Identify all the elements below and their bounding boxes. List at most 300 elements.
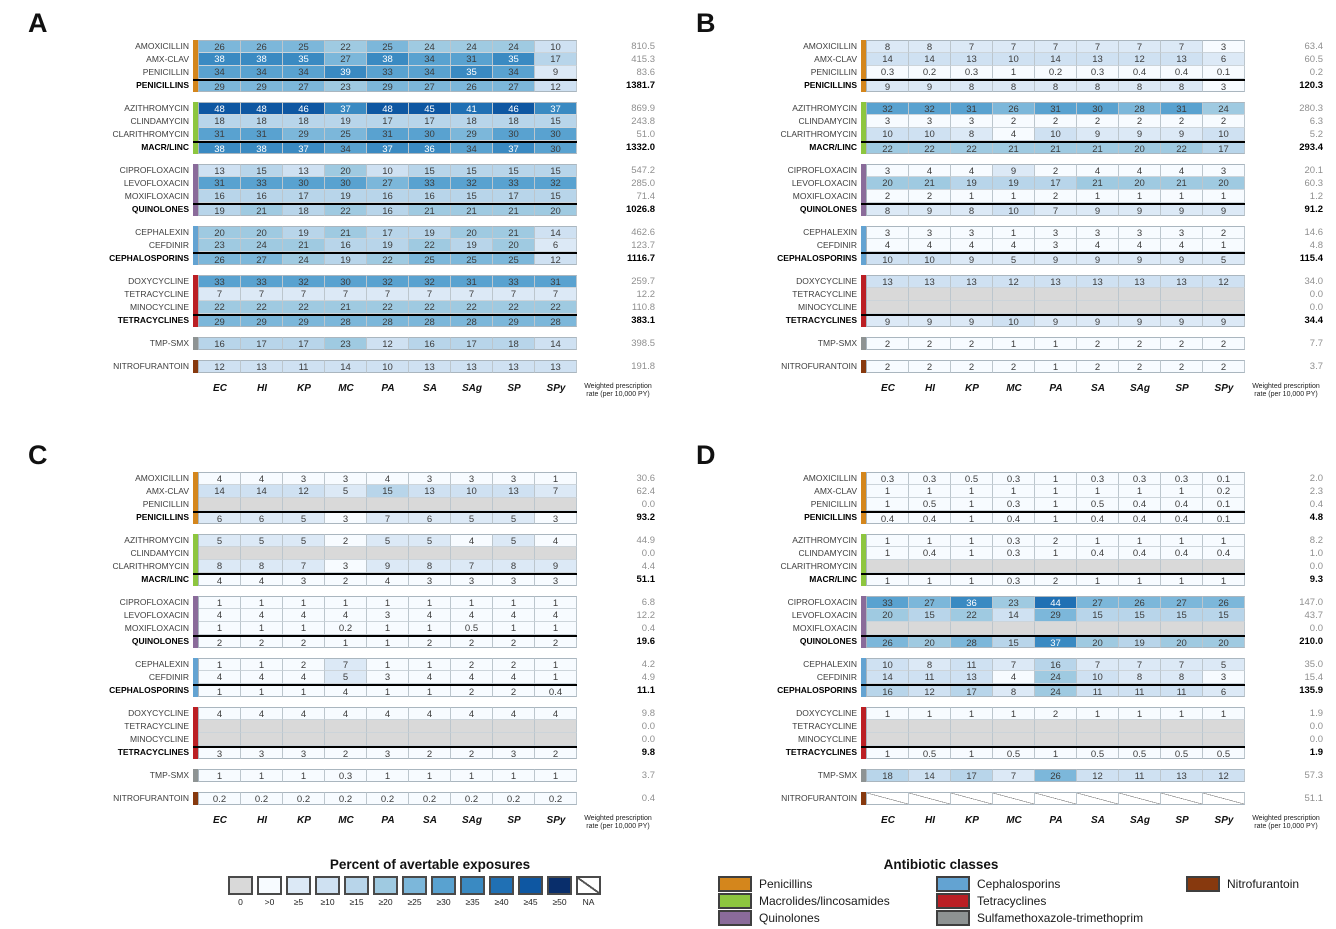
heatmap-cell: 13	[909, 275, 951, 288]
row-strip	[861, 671, 1245, 684]
heatmap-cell: 27	[283, 81, 325, 92]
heatmap-cell: 0.4	[1119, 513, 1161, 524]
heatmap-row	[28, 720, 658, 733]
heatmap-cell: 13	[199, 164, 241, 177]
heatmap-row	[28, 252, 658, 265]
heatmap-row	[696, 252, 1326, 265]
heatmap-row	[696, 301, 1326, 314]
rate-value: 0.0	[1309, 561, 1323, 572]
heatmap-row	[28, 622, 658, 635]
heatmap-cell: 19	[325, 190, 367, 203]
heatmap-cell: 6	[535, 239, 577, 252]
heatmap-cell	[283, 720, 325, 733]
heatmap-cell: 21	[451, 205, 493, 216]
row-cells	[198, 658, 577, 671]
heatmap-cell: 2	[951, 337, 993, 350]
heatmap-cell: 16	[325, 239, 367, 252]
heatmap-cell	[409, 733, 451, 746]
heatmap-cell: 27	[1077, 596, 1119, 609]
heatmap-cell	[1203, 301, 1245, 314]
heatmap-cell: 5	[993, 254, 1035, 265]
antibiotic-class-block	[696, 102, 1326, 154]
rate-value: 0.0	[1309, 289, 1323, 300]
row-cells	[866, 337, 1245, 350]
heatmap-cell: 4	[951, 164, 993, 177]
heatmap-row	[696, 40, 1326, 53]
heatmap-cell: 9	[867, 316, 909, 327]
heatmap-cell	[951, 288, 993, 301]
heatmap-cell: 38	[241, 143, 283, 154]
row-strip	[861, 301, 1245, 314]
row-strip	[193, 115, 577, 128]
heatmap-row	[28, 511, 658, 524]
heatmap-cell: 2	[867, 337, 909, 350]
heatmap-row	[696, 635, 1326, 648]
heatmap-cell: 1	[409, 658, 451, 671]
row-cells	[198, 53, 577, 66]
row-strip	[861, 164, 1245, 177]
heatmap-cell: 7	[451, 560, 493, 573]
rate-value: 243.8	[631, 116, 655, 127]
row-cells	[198, 534, 577, 547]
row-strip	[193, 720, 577, 733]
heatmap-cell: 4	[535, 534, 577, 547]
heatmap-cell: 4	[283, 609, 325, 622]
rate-value: 1381.7	[625, 80, 655, 91]
heatmap-cell: 17	[951, 769, 993, 782]
row-cells	[866, 671, 1245, 684]
heatmap-cell: 24	[1035, 686, 1077, 697]
heatmap-cell: 4	[909, 164, 951, 177]
heatmap-cell: 2	[1035, 575, 1077, 586]
heatmap-row	[696, 190, 1326, 203]
heatmap-cell	[1161, 792, 1203, 805]
heatmap-cell: 12	[1203, 769, 1245, 782]
heatmap-cell: 1	[1161, 534, 1203, 547]
heatmap-cell: 0.5	[1077, 498, 1119, 511]
heatmap-cell: 13	[1119, 275, 1161, 288]
heatmap-cell: 1	[199, 769, 241, 782]
row-label: MACR/LINC	[141, 142, 189, 152]
heatmap-cell: 1	[1203, 707, 1245, 720]
header-spacer	[28, 383, 199, 400]
heatmap-cell: 3	[283, 472, 325, 485]
heatmap-row	[696, 769, 1326, 782]
rate-value: 51.1	[636, 574, 655, 585]
heatmap-cell: 1	[1203, 575, 1245, 586]
row-cells	[198, 360, 577, 373]
row-label: CEPHALEXIN	[803, 227, 857, 237]
column-header: MC	[338, 383, 354, 394]
heatmap-row	[28, 79, 658, 92]
heatmap-cell: 3	[909, 226, 951, 239]
heatmap-cell: 0.1	[1203, 472, 1245, 485]
column-header: SA	[1091, 383, 1105, 394]
class-legend-column	[936, 876, 1143, 927]
row-strip	[861, 288, 1245, 301]
heatmap-row	[696, 746, 1326, 759]
heatmap-cell: 34	[283, 66, 325, 79]
heatmap-cell: 22	[325, 205, 367, 216]
heatmap-cell: 8	[1119, 671, 1161, 684]
heatmap-cell: 15	[409, 164, 451, 177]
heatmap-cell	[1077, 720, 1119, 733]
panel-a-heatmap	[28, 10, 658, 400]
column-header: SPy	[1214, 383, 1234, 394]
scale-label: ≥40	[494, 897, 509, 907]
rate-value: 51.1	[1304, 793, 1323, 804]
heatmap-cell: 11	[1161, 686, 1203, 697]
heatmap-cell: 1	[367, 637, 409, 648]
row-label: QUINOLONES	[799, 636, 857, 646]
row-label: TETRACYCLINES	[117, 315, 189, 325]
heatmap-cell: 7	[535, 288, 577, 301]
heatmap-cell: 4	[451, 609, 493, 622]
row-strip	[193, 707, 577, 720]
row-label: AMX-CLAV	[146, 54, 189, 64]
heatmap-cell: 19	[409, 226, 451, 239]
heatmap-cell: 9	[951, 316, 993, 327]
heatmap-cell: 2	[1119, 360, 1161, 373]
heatmap-cell	[493, 498, 535, 511]
heatmap-cell: 12	[283, 485, 325, 498]
column-header: HI	[257, 383, 267, 394]
heatmap-cell: 11	[951, 658, 993, 671]
rate-value: 123.7	[631, 240, 655, 251]
heatmap-cell: 17	[283, 190, 325, 203]
scale-legend-item	[402, 876, 427, 907]
heatmap-cell: 27	[909, 596, 951, 609]
heatmap-cell: 3	[1203, 671, 1245, 684]
heatmap-row	[696, 66, 1326, 79]
heatmap-cell: 1	[535, 622, 577, 635]
row-label: DOXYCYCLINE	[796, 708, 857, 718]
heatmap-cell: 22	[951, 609, 993, 622]
heatmap-cell	[993, 792, 1035, 805]
heatmap-cell: 22	[867, 143, 909, 154]
heatmap-cell: 13	[409, 485, 451, 498]
heatmap-cell: 4	[1077, 239, 1119, 252]
heatmap-cell: 2	[1203, 226, 1245, 239]
heatmap-cell: 1	[993, 337, 1035, 350]
rate-value: 60.5	[1304, 54, 1323, 65]
heatmap-cell: 20	[1161, 637, 1203, 648]
column-header: SA	[423, 815, 437, 826]
heatmap-cell: 15	[535, 190, 577, 203]
row-label: CEFDINIR	[148, 672, 189, 682]
heatmap-cell: 2	[1161, 115, 1203, 128]
heatmap-row	[28, 128, 658, 141]
heatmap-cell: 9	[1119, 128, 1161, 141]
heatmap-cell: 29	[367, 81, 409, 92]
heatmap-cell: 31	[1035, 102, 1077, 115]
heatmap-cell: 0.3	[993, 498, 1035, 511]
heatmap-cell: 4	[1119, 164, 1161, 177]
row-cells	[866, 748, 1245, 759]
heatmap-cell	[1035, 301, 1077, 314]
heatmap-cell: 7	[1119, 40, 1161, 53]
heatmap-cell: 8	[1077, 81, 1119, 92]
heatmap-cell	[409, 720, 451, 733]
antibiotic-class-block	[696, 164, 1326, 216]
heatmap-cell: 4	[199, 671, 241, 684]
row-label: AMOXICILLIN	[135, 473, 189, 483]
row-label: CIPROFLOXACIN	[119, 597, 189, 607]
class-legend-item	[936, 910, 1143, 926]
heatmap-cell: 22	[367, 301, 409, 314]
heatmap-row	[696, 79, 1326, 92]
row-cells	[866, 40, 1245, 53]
heatmap-cell	[867, 733, 909, 746]
heatmap-cell	[993, 301, 1035, 314]
row-cells	[198, 164, 577, 177]
scale-legend-item	[373, 876, 398, 907]
heatmap-cell: 5	[451, 513, 493, 524]
rate-value: 869.9	[631, 103, 655, 114]
heatmap-row	[696, 337, 1326, 350]
row-strip	[193, 560, 577, 573]
class-label: Penicillins	[759, 877, 813, 891]
heatmap-row	[696, 115, 1326, 128]
heatmap-cell: 16	[867, 686, 909, 697]
tmp_smx-swatch	[936, 910, 970, 926]
rate-value: 63.4	[1304, 41, 1323, 52]
heatmap-cell: 27	[367, 177, 409, 190]
heatmap-cell: 1	[325, 596, 367, 609]
heatmap-row	[28, 746, 658, 759]
heatmap-cell: 5	[283, 534, 325, 547]
row-cells	[866, 769, 1245, 782]
panel-d-heatmap	[696, 442, 1326, 832]
column-header: KP	[297, 383, 311, 394]
row-label: DOXYCYCLINE	[796, 276, 857, 286]
heatmap-cell: 1	[199, 686, 241, 697]
heatmap-cell: 9	[1119, 205, 1161, 216]
heatmap-row	[28, 288, 658, 301]
heatmap-cell: 16	[409, 337, 451, 350]
heatmap-cell: 4	[951, 239, 993, 252]
row-label: NITROFURANTOIN	[113, 361, 189, 371]
heatmap-cell: 18	[241, 115, 283, 128]
heatmap-row	[696, 102, 1326, 115]
heatmap-cell: 38	[367, 53, 409, 66]
heatmap-row	[28, 671, 658, 684]
heatmap-cell	[1203, 720, 1245, 733]
heatmap-cell: 13	[451, 360, 493, 373]
row-label: CIPROFLOXACIN	[787, 597, 857, 607]
heatmap-cell: 0.2	[283, 792, 325, 805]
heatmap-cell: 0.4	[1161, 513, 1203, 524]
heatmap-cell: 25	[409, 254, 451, 265]
heatmap-cell	[1035, 733, 1077, 746]
row-label: CLINDAMYCIN	[798, 548, 857, 558]
heatmap-cell: 14	[325, 360, 367, 373]
row-cells	[866, 560, 1245, 573]
heatmap-cell	[409, 498, 451, 511]
row-label: AMOXICILLIN	[803, 473, 857, 483]
heatmap-cell: 3	[1203, 164, 1245, 177]
heatmap-cell: 32	[867, 102, 909, 115]
heatmap-cell: 12	[1077, 769, 1119, 782]
row-label: CEFDINIR	[816, 240, 857, 250]
heatmap-cell: 0.5	[1119, 748, 1161, 759]
row-label: LEVOFLOXACIN	[123, 610, 189, 620]
heatmap-cell: 9	[1035, 254, 1077, 265]
heatmap-cell: 0.5	[993, 748, 1035, 759]
heatmap-cell: 2	[1119, 337, 1161, 350]
heatmap-cell: 46	[283, 102, 325, 115]
rate-value: 4.8	[1309, 240, 1323, 251]
heatmap-cell: 10	[1035, 128, 1077, 141]
row-strip	[861, 534, 1245, 547]
heatmap-cell: 37	[367, 143, 409, 154]
row-strip	[861, 190, 1245, 203]
heatmap-cell: 12	[535, 81, 577, 92]
heatmap-cell	[283, 547, 325, 560]
heatmap-cell: 14	[535, 226, 577, 239]
antibiotic-class-block	[696, 226, 1326, 265]
heatmap-cell: 30	[325, 275, 367, 288]
heatmap-row	[696, 164, 1326, 177]
row-cells	[198, 622, 577, 635]
heatmap-cell: 14	[1035, 53, 1077, 66]
row-label: TMP-SMX	[817, 770, 857, 780]
heatmap-cell: 3	[909, 115, 951, 128]
heatmap-cell: 4	[367, 707, 409, 720]
row-cells	[198, 671, 577, 684]
heatmap-cell: 1	[1077, 485, 1119, 498]
heatmap-cell: 3	[283, 575, 325, 586]
heatmap-cell: 17	[951, 686, 993, 697]
heatmap-cell: 28	[1119, 102, 1161, 115]
heatmap-cell: 1	[283, 596, 325, 609]
heatmap-cell: 28	[409, 316, 451, 327]
heatmap-cell: 38	[241, 53, 283, 66]
heatmap-cell: 8	[867, 40, 909, 53]
row-strip	[193, 337, 577, 350]
heatmap-cell: 29	[1035, 609, 1077, 622]
heatmap-row	[696, 720, 1326, 733]
heatmap-cell	[951, 301, 993, 314]
heatmap-cell: 11	[283, 360, 325, 373]
row-label: CEFDINIR	[148, 240, 189, 250]
antibiotic-class-block	[696, 472, 1326, 524]
heatmap-cell: 38	[199, 53, 241, 66]
row-strip	[193, 275, 577, 288]
column-header: HI	[925, 815, 935, 826]
row-cells	[198, 707, 577, 720]
heatmap-cell	[325, 547, 367, 560]
heatmap-cell: 33	[241, 177, 283, 190]
row-label: CLINDAMYCIN	[130, 548, 189, 558]
row-label: MOXIFLOXACIN	[792, 191, 857, 201]
column-header: SP	[1175, 383, 1189, 394]
heatmap-cell: 2	[199, 637, 241, 648]
heatmap-cell: 1	[1203, 239, 1245, 252]
heatmap-row	[696, 534, 1326, 547]
row-strip	[193, 534, 577, 547]
row-strip	[193, 671, 577, 684]
heatmap-cell	[993, 720, 1035, 733]
heatmap-cell: 12	[909, 686, 951, 697]
heatmap-cell: 32	[409, 275, 451, 288]
heatmap-cell	[1035, 792, 1077, 805]
row-cells	[866, 275, 1245, 288]
heatmap-cell: 26	[993, 102, 1035, 115]
antibiotic-class-block	[28, 596, 658, 648]
antibiotic-class-block	[696, 275, 1326, 327]
heatmap-cell	[325, 720, 367, 733]
class-legend-item	[1186, 876, 1299, 892]
heatmap-row	[28, 239, 658, 252]
heatmap-cell: 1	[535, 596, 577, 609]
row-label: CEPHALEXIN	[803, 659, 857, 669]
heatmap-cell: 7	[1035, 40, 1077, 53]
rate-value: 71.4	[636, 191, 655, 202]
heatmap-cell: 1	[909, 534, 951, 547]
heatmap-cell: 17	[535, 53, 577, 66]
row-cells	[198, 254, 577, 265]
heatmap-cell: 12	[993, 275, 1035, 288]
column-headers	[867, 383, 1245, 400]
class-legend-item	[936, 876, 1143, 892]
heatmap-cell: 15	[993, 637, 1035, 648]
scale-label: ≥25	[407, 897, 422, 907]
heatmap-cell: 13	[493, 360, 535, 373]
heatmap-cell: 13	[241, 360, 283, 373]
antibiotic-class-block	[28, 102, 658, 154]
rate-value: 0.0	[1309, 623, 1323, 634]
heatmap-cell: 8	[1161, 671, 1203, 684]
heatmap-cell: 0.2	[1203, 485, 1245, 498]
heatmap-cell: 19	[325, 115, 367, 128]
rate-value: 115.4	[1299, 253, 1323, 264]
heatmap-cell: 7	[283, 560, 325, 573]
row-cells	[866, 288, 1245, 301]
heatmap-cell	[1077, 560, 1119, 573]
heatmap-cell	[199, 547, 241, 560]
heatmap-cell: 0.2	[199, 792, 241, 805]
heatmap-cell: 0.4	[909, 513, 951, 524]
heatmap-cell: 29	[199, 316, 241, 327]
heatmap-cell: 4	[325, 707, 367, 720]
heatmap-cell: 0.4	[1161, 66, 1203, 79]
header-spacer	[696, 383, 867, 400]
heatmap-row	[696, 622, 1326, 635]
heatmap-cell: 5	[409, 534, 451, 547]
row-strip	[193, 288, 577, 301]
color-scale-title: Percent of avertable exposures	[329, 857, 531, 872]
heatmap-cell: 5	[241, 534, 283, 547]
heatmap-cell: 1	[867, 748, 909, 759]
row-cells	[198, 686, 577, 697]
heatmap-cell: 2	[493, 637, 535, 648]
row-cells	[198, 128, 577, 141]
heatmap-cell: 19	[451, 239, 493, 252]
rate-value: 0.0	[641, 721, 655, 732]
heatmap-cell: 2	[409, 748, 451, 759]
heatmap-cell	[1035, 560, 1077, 573]
heatmap-cell	[367, 547, 409, 560]
heatmap-cell: 10	[367, 164, 409, 177]
heatmap-cell: 15	[451, 164, 493, 177]
heatmap-cell: 0.3	[909, 472, 951, 485]
row-label: CLARITHROMYCIN	[780, 561, 857, 571]
heatmap-cell	[993, 560, 1035, 573]
heatmap-row	[28, 226, 658, 239]
row-strip	[861, 720, 1245, 733]
column-headers	[199, 815, 577, 832]
